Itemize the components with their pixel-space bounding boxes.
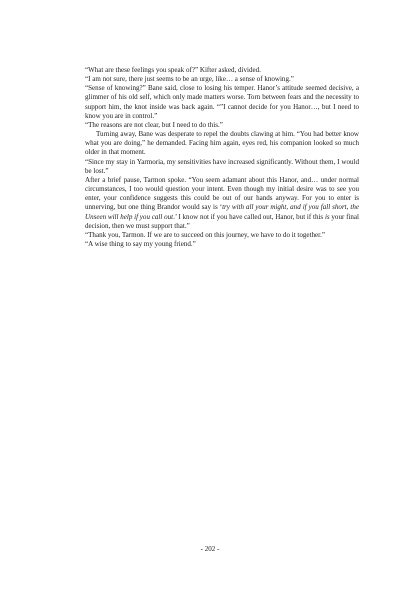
body-text [85,66,359,249]
paragraph-p1 [85,66,359,75]
text-run: “Sense of knowing?” Bane said, close to losing his temper. Hanor’s attitude seemed decisive, a glimmer of his old self, which only made matters worse. Torn between fears and the necessity to support him, the knot inside was back again. “”I cannot decide for you Hanor…, but I need to know you are in control.” [85,84,359,120]
text-run: “The reasons are not clear, but I need to do this.” [85,120,223,129]
page-number: - 202 - [200,545,220,553]
paragraph-p9 [85,240,359,249]
text-run: “A wise thing to say my young friend.” [85,239,196,248]
paragraph-p3 [85,84,359,121]
text-run: “Thank you, Tarmon. If we are to succeed on this journey, we have to do it together.” [85,230,326,239]
italic-text-run: try with all your might, and if you fall short, the Unseen will help if you call out [85,203,359,221]
paragraph-p4 [85,121,359,130]
text-run: Turning away, Bane was desperate to repel the doubts clawing at him. “You had better know what you are doing,” he demanded. Facing him again, eyes red, his companion looked so much older in that moment. [85,130,359,157]
paragraph-p5 [85,130,359,157]
paragraph-p2 [85,75,359,84]
text-run: “What are these feelings you speak of?” Kifter asked, divided. [85,66,261,74]
text-run: “I am not sure, there just seems to be an urge, like… a sense of knowing.” [85,75,294,84]
paragraph-p6 [85,158,359,176]
italic-text-run: is [324,212,330,221]
paragraph-p7 [85,176,359,231]
text-run: your final decision, then we must support that.” [85,212,359,230]
paragraph-p8 [85,231,359,240]
text-run: After a brief pause, Tarmon spoke. “You seem adamant about this Hanor, and… under normal circumstances, I too would question your intent. Even though my initial desire was to see you enter, your confidence suggests this could be out of our hands anyway. For you to enter is unnerving, but one thing Brandor would say is ‘ [85,175,359,212]
text-run: “Since my stay in Yarmoria, my sensitivities have increased significantly. Without them, I would be lost.” [85,157,359,175]
text-run: .’ I know not if you have called out, Hanor, but if this [173,212,325,221]
